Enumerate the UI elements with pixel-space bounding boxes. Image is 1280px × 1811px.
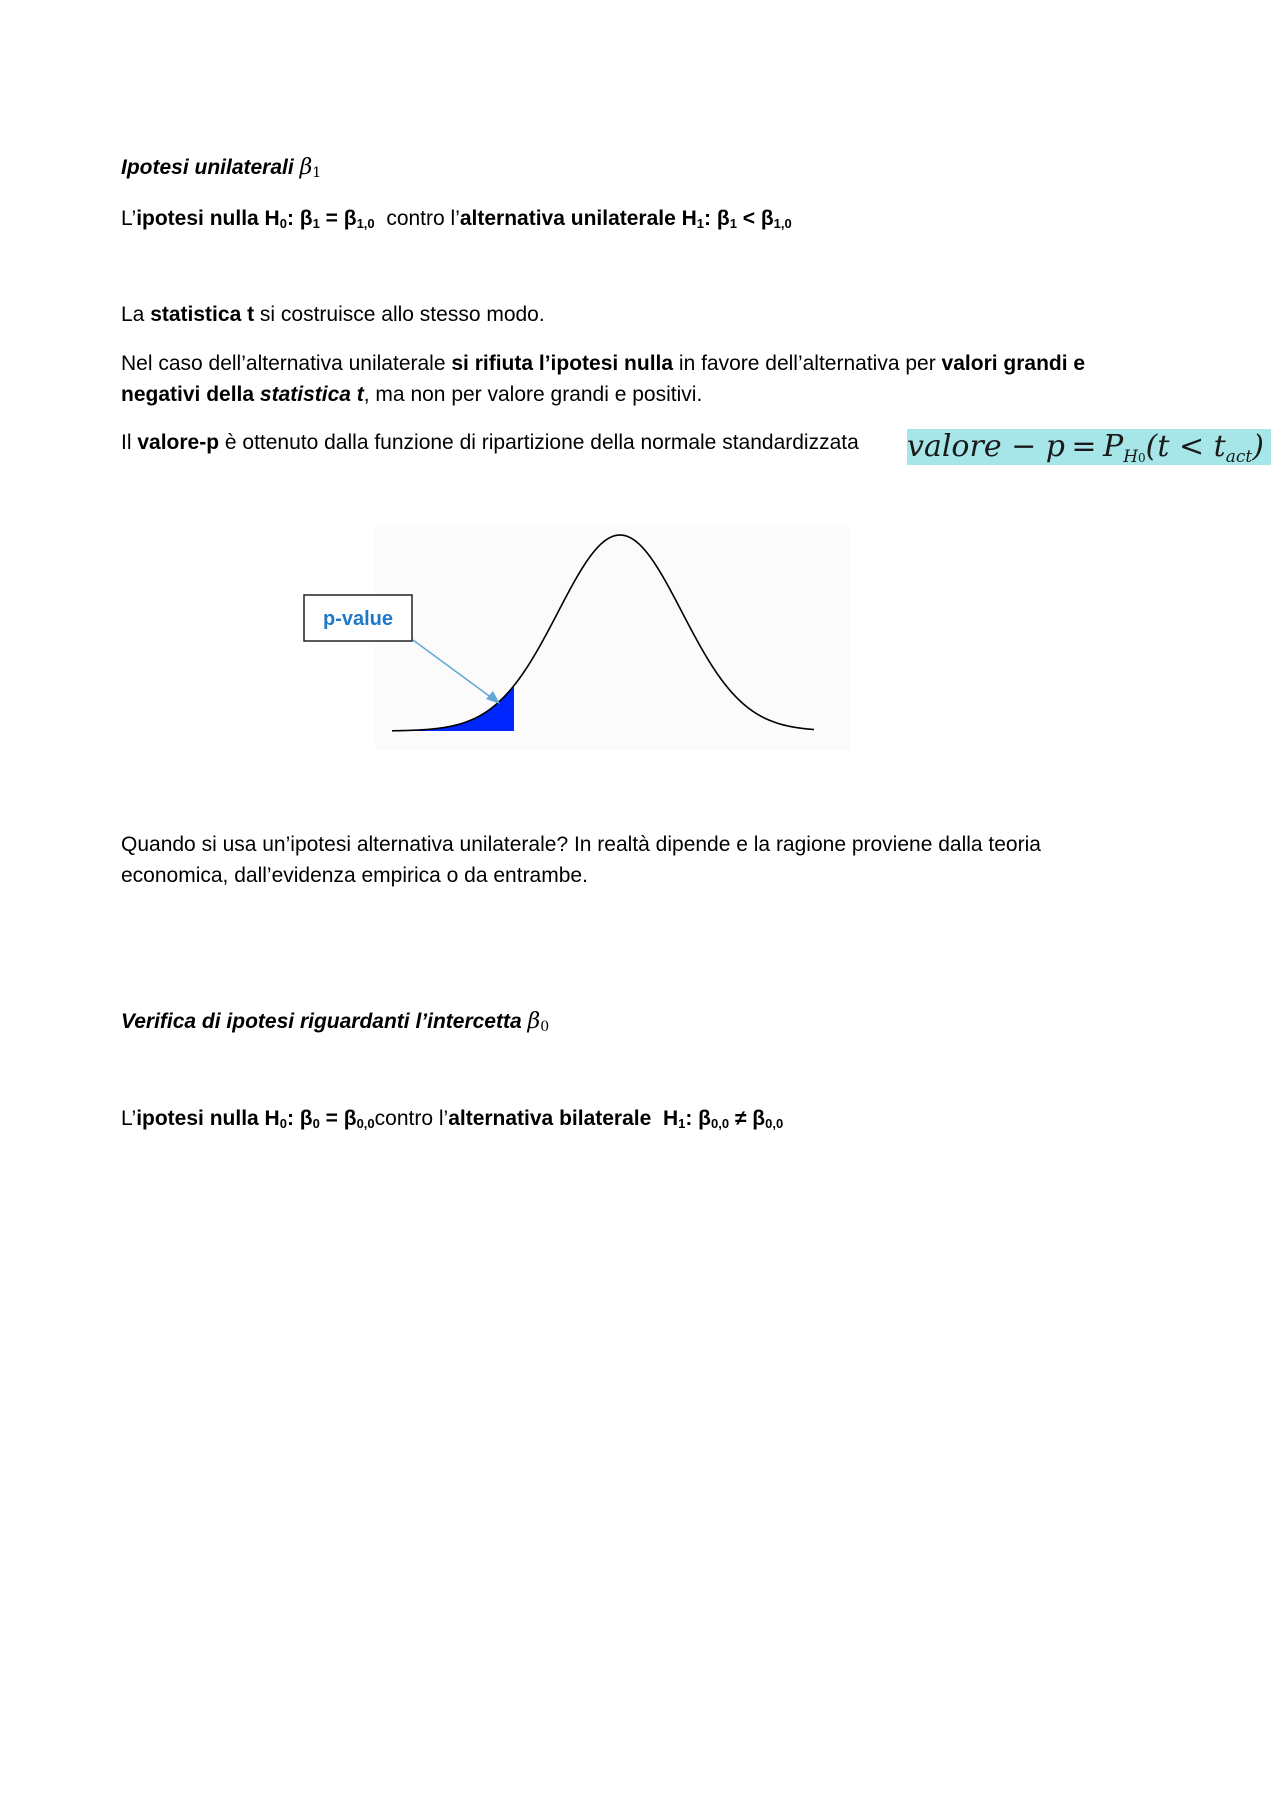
section-heading-intercept [121,1006,549,1037]
hypothesis-line-two-sided: L’ipotesi nulla $H_0$: $\beta_0$ = $\beta_{0,0}contro$ l’alternativa bilaterale $H_1$: $\beta_{0,0} \ne \beta_{0,0}$ [121,1107,784,1131]
hypothesis-line-one-sided: L’ipotesi nulla $H_0$: $\beta_1 = \beta_{1,0}$ contro l’alternativa unilaterale $H_1$: $\beta_1 < \beta_{1,0}$ [121,207,792,231]
p-value-label: p-value [322,608,394,630]
heading-text: Ipotesi unilaterali [121,156,294,179]
p-value-formula: valore − $p = P_{H0}(t < t_{act})$ [907,429,1271,465]
section-heading-one-sided [121,152,321,183]
paragraph-rejection-rule: Nel caso dell’alternativa unilaterale si rifiuta l’ipotesi nulla in favore dell’alternativa per valori grandi e negativi della statistica t, ma non per valore grandi e positivi. [121,352,1086,406]
normal-distribution-figure [300,515,860,755]
heading-text: Verifica di ipotesi riguardanti l’intercetta [121,1010,522,1033]
paragraph-t-statistic: La statistica t si costruisce allo stesso modo. [121,303,545,326]
figure-background [375,525,850,750]
paragraph-p-value: Il valore-p è ottenuto dalla funzione di ripartizione della normale standardizzata [121,431,859,454]
beta-symbol: $\beta_0$ [527,1009,550,1035]
beta-symbol: $\beta_1$ [299,155,322,181]
paragraph-when-one-sided: Quando si usa un’ipotesi alternativa unilaterale? In realtà dipende e la ragione proviene dalla teoria economica, dall’evidenza empirica o da entrambe. [121,833,1041,887]
